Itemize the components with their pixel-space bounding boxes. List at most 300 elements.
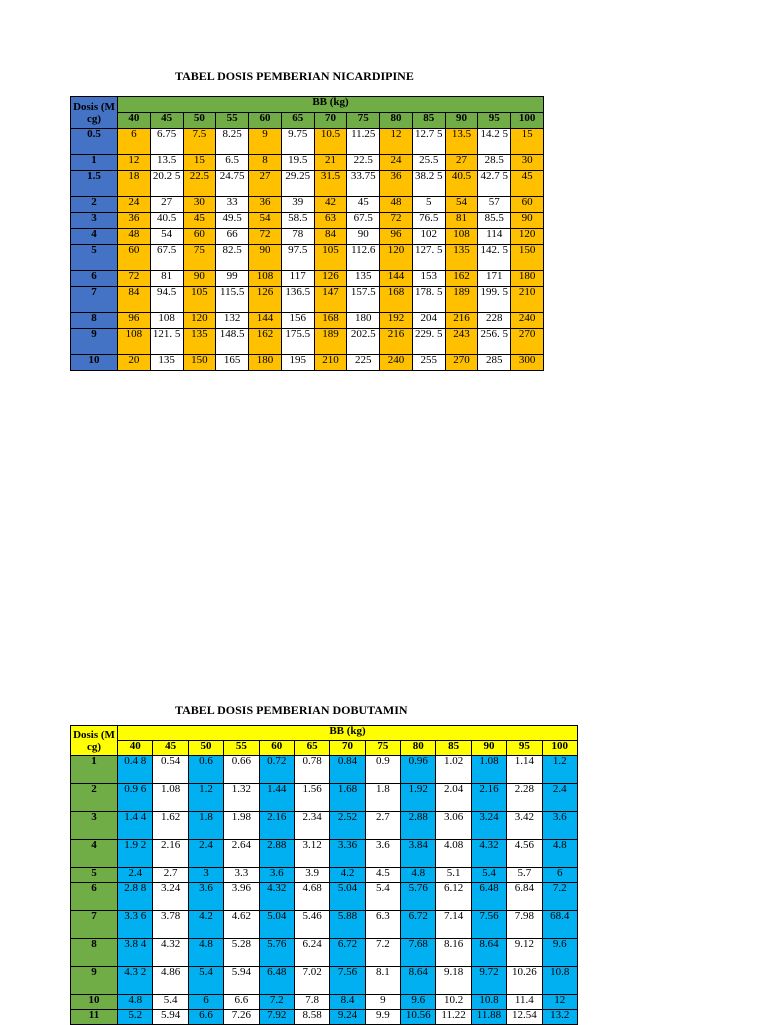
dose-cell: 162 — [445, 271, 478, 287]
dose-cell: 13.2 — [542, 1010, 578, 1025]
dose-cell: 256. 5 — [478, 329, 511, 355]
dose-cell: 4.32 — [259, 883, 294, 911]
dose-label: 6 — [71, 271, 118, 287]
dose-cell: 108 — [118, 329, 151, 355]
dose-cell: 15 — [511, 129, 544, 155]
dose-cell: 4.62 — [224, 911, 259, 939]
dose-cell: 76.5 — [412, 213, 445, 229]
dose-cell: 175.5 — [281, 329, 314, 355]
dose-label: 1.5 — [71, 171, 118, 197]
dose-cell: 4.68 — [294, 883, 329, 911]
dose-cell: 1.2 — [188, 784, 223, 812]
dose-cell: 114 — [478, 229, 511, 245]
dose-cell: 108 — [249, 271, 282, 287]
dose-cell: 4.3 2 — [118, 967, 153, 995]
dose-cell: 68.4 — [542, 911, 578, 939]
table-row — [71, 313, 544, 329]
table-row — [71, 995, 578, 1010]
dose-cell: 40.5 — [445, 171, 478, 197]
dose-cell: 42 — [314, 197, 347, 213]
dose-cell: 5.7 — [507, 868, 542, 883]
weight-row — [71, 113, 544, 129]
dose-cell: 45 — [511, 171, 544, 197]
table-row — [71, 213, 544, 229]
dose-cell: 60 — [511, 197, 544, 213]
dose-cell: 31.5 — [314, 171, 347, 197]
dose-cell: 3.3 — [224, 868, 259, 883]
dose-cell: 7.2 — [542, 883, 578, 911]
dose-cell: 24.75 — [216, 171, 249, 197]
dose-cell: 5.76 — [401, 883, 436, 911]
dose-cell: 6 — [118, 129, 151, 155]
dose-cell: 165 — [216, 355, 249, 371]
dose-label: 5 — [71, 868, 118, 883]
weight-col-90: 90 — [471, 741, 506, 756]
dose-cell: 12 — [542, 995, 578, 1010]
dose-cell: 27 — [150, 197, 183, 213]
dose-cell: 6.6 — [224, 995, 259, 1010]
dose-cell: 33 — [216, 197, 249, 213]
dose-cell: 192 — [380, 313, 413, 329]
dose-cell: 240 — [380, 355, 413, 371]
dose-cell: 6 — [542, 868, 578, 883]
dose-label: 11 — [71, 1010, 118, 1025]
dose-label: 8 — [71, 939, 118, 967]
weight-col-40: 40 — [118, 741, 153, 756]
dose-cell: 105 — [314, 245, 347, 271]
dose-cell: 202.5 — [347, 329, 380, 355]
dose-cell: 21 — [314, 155, 347, 171]
table-row — [71, 355, 544, 371]
dose-cell: 1.9 2 — [118, 840, 153, 868]
dose-cell: 84 — [314, 229, 347, 245]
dose-cell: 120 — [380, 245, 413, 271]
dose-cell: 4.2 — [188, 911, 223, 939]
dose-cell: 48 — [118, 229, 151, 245]
dose-cell: 36 — [118, 213, 151, 229]
weight-col-65: 65 — [281, 113, 314, 129]
dose-cell: 78 — [281, 229, 314, 245]
dose-cell: 57 — [478, 197, 511, 213]
weight-col-75: 75 — [347, 113, 380, 129]
dose-cell: 1.14 — [507, 756, 542, 784]
dose-label: 7 — [71, 911, 118, 939]
weight-col-55: 55 — [216, 113, 249, 129]
dose-cell: 7.2 — [365, 939, 400, 967]
dose-cell: 20 — [118, 355, 151, 371]
dose-cell: 12 — [380, 129, 413, 155]
table-row — [71, 939, 578, 967]
dose-cell: 29.25 — [281, 171, 314, 197]
dose-cell: 10.8 — [542, 967, 578, 995]
header-row — [71, 97, 544, 113]
dose-cell: 8.1 — [365, 967, 400, 995]
table-row — [71, 271, 544, 287]
dose-cell: 8.64 — [471, 939, 506, 967]
dose-cell: 2.16 — [259, 812, 294, 840]
dose-cell: 11.22 — [436, 1010, 471, 1025]
dose-cell: 4.86 — [153, 967, 188, 995]
dose-cell: 135 — [347, 271, 380, 287]
dose-cell: 135 — [445, 245, 478, 271]
dose-cell: 3.24 — [153, 883, 188, 911]
dose-cell: 1.68 — [330, 784, 365, 812]
dose-cell: 6.6 — [188, 1010, 223, 1025]
dose-cell: 105 — [183, 287, 216, 313]
dose-cell: 7.26 — [224, 1010, 259, 1025]
dose-cell: 4.56 — [507, 840, 542, 868]
dose-header: Dosis (Mcg) — [71, 97, 118, 129]
dose-cell: 10.2 — [436, 995, 471, 1010]
table-row — [71, 129, 544, 155]
dose-label: 3 — [71, 812, 118, 840]
weight-header: BB (kg) — [118, 726, 578, 741]
dose-cell: 9.72 — [471, 967, 506, 995]
weight-col-95: 95 — [478, 113, 511, 129]
dose-cell: 2.8 8 — [118, 883, 153, 911]
dose-label: 10 — [71, 355, 118, 371]
dose-cell: 4.08 — [436, 840, 471, 868]
dose-cell: 5 — [412, 197, 445, 213]
dose-cell: 132 — [216, 313, 249, 329]
dose-cell: 6.48 — [471, 883, 506, 911]
dose-cell: 5.4 — [365, 883, 400, 911]
dose-label: 1 — [71, 756, 118, 784]
dose-cell: 22.5 — [183, 171, 216, 197]
dose-label: 0.5 — [71, 129, 118, 155]
dose-cell: 81 — [150, 271, 183, 287]
dose-cell: 9.6 — [542, 939, 578, 967]
dose-cell: 144 — [249, 313, 282, 329]
weight-col-100: 100 — [542, 741, 578, 756]
dose-cell: 108 — [445, 229, 478, 245]
dose-cell: 10.5 — [314, 129, 347, 155]
dose-cell: 255 — [412, 355, 445, 371]
dose-cell: 3.6 — [188, 883, 223, 911]
dose-cell: 4.5 — [365, 868, 400, 883]
dose-cell: 117 — [281, 271, 314, 287]
dose-cell: 13.5 — [445, 129, 478, 155]
weight-col-45: 45 — [150, 113, 183, 129]
table-row — [71, 155, 544, 171]
dose-cell: 11.25 — [347, 129, 380, 155]
dose-cell: 270 — [445, 355, 478, 371]
table-row — [71, 756, 578, 784]
dose-cell: 54 — [445, 197, 478, 213]
dobutamin-table — [70, 725, 578, 1025]
dose-cell: 72 — [118, 271, 151, 287]
dose-label: 7 — [71, 287, 118, 313]
dose-cell: 42.7 5 — [478, 171, 511, 197]
dose-cell: 229. 5 — [412, 329, 445, 355]
table-row — [71, 197, 544, 213]
weight-col-85: 85 — [412, 113, 445, 129]
dose-cell: 10.26 — [507, 967, 542, 995]
dose-cell: 8.64 — [401, 967, 436, 995]
dose-cell: 5.94 — [224, 967, 259, 995]
dose-cell: 2.04 — [436, 784, 471, 812]
dose-cell: 5.04 — [259, 911, 294, 939]
dose-cell: 285 — [478, 355, 511, 371]
table1-title: TABEL DOSIS PEMBERIAN NICARDIPINE — [175, 69, 414, 83]
dose-label: 9 — [71, 329, 118, 355]
dose-cell: 60 — [183, 229, 216, 245]
dose-cell: 121. 5 — [150, 329, 183, 355]
dose-cell: 5.4 — [153, 995, 188, 1010]
dose-cell: 81 — [445, 213, 478, 229]
table-row — [71, 171, 544, 197]
dose-cell: 2.88 — [401, 812, 436, 840]
dose-cell: 300 — [511, 355, 544, 371]
dose-cell: 2.4 — [542, 784, 578, 812]
dose-cell: 225 — [347, 355, 380, 371]
dose-cell: 85.5 — [478, 213, 511, 229]
weight-col-85: 85 — [436, 741, 471, 756]
dose-cell: 5.04 — [330, 883, 365, 911]
dose-cell: 7.14 — [436, 911, 471, 939]
dose-cell: 20.2 5 — [150, 171, 183, 197]
dose-cell: 12 — [118, 155, 151, 171]
dose-cell: 180 — [511, 271, 544, 287]
dose-cell: 126 — [314, 271, 347, 287]
dose-cell: 1.92 — [401, 784, 436, 812]
dose-cell: 90 — [249, 245, 282, 271]
dose-cell: 3.06 — [436, 812, 471, 840]
dose-cell: 3.24 — [471, 812, 506, 840]
dose-cell: 6.3 — [365, 911, 400, 939]
dose-cell: 22.5 — [347, 155, 380, 171]
dose-cell: 210 — [314, 355, 347, 371]
dose-cell: 2.7 — [153, 868, 188, 883]
dose-cell: 120 — [511, 229, 544, 245]
dose-cell: 189 — [445, 287, 478, 313]
dose-cell: 120 — [183, 313, 216, 329]
dose-cell: 14.2 5 — [478, 129, 511, 155]
table-row — [71, 883, 578, 911]
dose-cell: 180 — [347, 313, 380, 329]
dose-cell: 4.32 — [471, 840, 506, 868]
dose-cell: 1.08 — [153, 784, 188, 812]
dose-cell: 99 — [216, 271, 249, 287]
dose-cell: 216 — [380, 329, 413, 355]
dose-cell: 58.5 — [281, 213, 314, 229]
dose-cell: 8.4 — [330, 995, 365, 1010]
dose-header: Dosis (Mcg) — [71, 726, 118, 756]
dose-cell: 270 — [511, 329, 544, 355]
dose-cell: 2.16 — [471, 784, 506, 812]
dose-cell: 127. 5 — [412, 245, 445, 271]
dose-cell: 2.88 — [259, 840, 294, 868]
dose-cell: 27 — [445, 155, 478, 171]
dose-cell: 3.78 — [153, 911, 188, 939]
dose-cell: 30 — [183, 197, 216, 213]
dose-cell: 9.24 — [330, 1010, 365, 1025]
dose-cell: 8.58 — [294, 1010, 329, 1025]
dose-cell: 97.5 — [281, 245, 314, 271]
dose-cell: 9.18 — [436, 967, 471, 995]
dose-cell: 45 — [183, 213, 216, 229]
dose-cell: 240 — [511, 313, 544, 329]
dose-cell: 2.16 — [153, 840, 188, 868]
dose-cell: 162 — [249, 329, 282, 355]
dose-cell: 72 — [249, 229, 282, 245]
dose-cell: 150 — [511, 245, 544, 271]
dose-cell: 10.56 — [401, 1010, 436, 1025]
dose-cell: 49.5 — [216, 213, 249, 229]
dose-cell: 2.7 — [365, 812, 400, 840]
dose-label: 2 — [71, 784, 118, 812]
dose-cell: 142. 5 — [478, 245, 511, 271]
dose-cell: 8.16 — [436, 939, 471, 967]
dose-cell: 6.72 — [401, 911, 436, 939]
dose-cell: 13.5 — [150, 155, 183, 171]
dose-cell: 5.4 — [471, 868, 506, 883]
dose-cell: 136.5 — [281, 287, 314, 313]
dose-cell: 6.24 — [294, 939, 329, 967]
dose-cell: 126 — [249, 287, 282, 313]
dose-cell: 5.76 — [259, 939, 294, 967]
dose-cell: 63 — [314, 213, 347, 229]
dose-cell: 45 — [347, 197, 380, 213]
dose-cell: 1.8 — [365, 784, 400, 812]
dose-cell: 168 — [314, 313, 347, 329]
dose-cell: 15 — [183, 155, 216, 171]
dose-cell: 171 — [478, 271, 511, 287]
dose-label: 8 — [71, 313, 118, 329]
table-row — [71, 287, 544, 313]
table-row — [71, 784, 578, 812]
dose-cell: 135 — [150, 355, 183, 371]
dose-cell: 3.6 — [259, 868, 294, 883]
dose-cell: 7.02 — [294, 967, 329, 995]
table-row — [71, 868, 578, 883]
dose-cell: 0.9 6 — [118, 784, 153, 812]
dose-cell: 9 — [365, 995, 400, 1010]
dose-cell: 3.6 — [365, 840, 400, 868]
dose-cell: 6.48 — [259, 967, 294, 995]
dose-cell: 0.78 — [294, 756, 329, 784]
dose-label: 4 — [71, 229, 118, 245]
table2-title: TABEL DOSIS PEMBERIAN DOBUTAMIN — [175, 703, 408, 717]
dose-cell: 9.6 — [401, 995, 436, 1010]
dose-cell: 7.8 — [294, 995, 329, 1010]
table-row — [71, 245, 544, 271]
dose-cell: 90 — [511, 213, 544, 229]
dose-cell: 3.12 — [294, 840, 329, 868]
weight-col-70: 70 — [314, 113, 347, 129]
weight-col-65: 65 — [294, 741, 329, 756]
dose-cell: 1.62 — [153, 812, 188, 840]
dose-cell: 7.98 — [507, 911, 542, 939]
dose-cell: 96 — [380, 229, 413, 245]
dose-cell: 94.5 — [150, 287, 183, 313]
dose-label: 1 — [71, 155, 118, 171]
dose-label: 4 — [71, 840, 118, 868]
dose-cell: 0.54 — [153, 756, 188, 784]
dose-cell: 112.6 — [347, 245, 380, 271]
dose-cell: 195 — [281, 355, 314, 371]
weight-col-45: 45 — [153, 741, 188, 756]
dose-label: 6 — [71, 883, 118, 911]
dose-cell: 66 — [216, 229, 249, 245]
dose-cell: 5.46 — [294, 911, 329, 939]
dose-cell: 60 — [118, 245, 151, 271]
dose-cell: 4.8 — [188, 939, 223, 967]
dose-cell: 1.2 — [542, 756, 578, 784]
dose-cell: 6.75 — [150, 129, 183, 155]
dose-cell: 4.8 — [401, 868, 436, 883]
dose-cell: 3.42 — [507, 812, 542, 840]
dose-cell: 48 — [380, 197, 413, 213]
dose-cell: 1.98 — [224, 812, 259, 840]
weight-col-100: 100 — [511, 113, 544, 129]
table-row — [71, 911, 578, 939]
dose-cell: 135 — [183, 329, 216, 355]
dose-cell: 210 — [511, 287, 544, 313]
dose-cell: 2.34 — [294, 812, 329, 840]
dose-cell: 10.8 — [471, 995, 506, 1010]
dose-cell: 90 — [183, 271, 216, 287]
dose-cell: 96 — [118, 313, 151, 329]
dose-cell: 180 — [249, 355, 282, 371]
dose-cell: 8.25 — [216, 129, 249, 155]
dose-cell: 1.4 4 — [118, 812, 153, 840]
dose-cell: 189 — [314, 329, 347, 355]
dose-cell: 4.8 — [542, 840, 578, 868]
dose-cell: 36 — [380, 171, 413, 197]
dose-cell: 5.94 — [153, 1010, 188, 1025]
weight-col-75: 75 — [365, 741, 400, 756]
dose-cell: 3.84 — [401, 840, 436, 868]
dose-cell: 3.6 — [542, 812, 578, 840]
dose-cell: 33.75 — [347, 171, 380, 197]
dose-cell: 204 — [412, 313, 445, 329]
dose-cell: 3.8 4 — [118, 939, 153, 967]
dose-cell: 40.5 — [150, 213, 183, 229]
dose-cell: 0.4 8 — [118, 756, 153, 784]
dose-cell: 148.5 — [216, 329, 249, 355]
dose-cell: 5.28 — [224, 939, 259, 967]
dose-cell: 6.84 — [507, 883, 542, 911]
dose-label: 2 — [71, 197, 118, 213]
dose-cell: 157.5 — [347, 287, 380, 313]
dose-cell: 9.12 — [507, 939, 542, 967]
dose-cell: 4.2 — [330, 868, 365, 883]
dose-cell: 6.72 — [330, 939, 365, 967]
weight-col-40: 40 — [118, 113, 151, 129]
dose-cell: 2.4 — [188, 840, 223, 868]
weight-col-80: 80 — [401, 741, 436, 756]
dose-cell: 84 — [118, 287, 151, 313]
dose-cell: 6.5 — [216, 155, 249, 171]
dose-cell: 2.28 — [507, 784, 542, 812]
dose-cell: 9.9 — [365, 1010, 400, 1025]
dose-cell: 3.9 — [294, 868, 329, 883]
dose-cell: 6 — [188, 995, 223, 1010]
dose-cell: 2.64 — [224, 840, 259, 868]
dose-cell: 11.4 — [507, 995, 542, 1010]
dose-cell: 3.96 — [224, 883, 259, 911]
dose-cell: 11.88 — [471, 1010, 506, 1025]
table-row — [71, 840, 578, 868]
dose-cell: 9 — [249, 129, 282, 155]
dose-label: 5 — [71, 245, 118, 271]
dose-cell: 0.66 — [224, 756, 259, 784]
weight-col-50: 50 — [183, 113, 216, 129]
dose-cell: 8 — [249, 155, 282, 171]
dose-cell: 30 — [511, 155, 544, 171]
dose-cell: 0.72 — [259, 756, 294, 784]
